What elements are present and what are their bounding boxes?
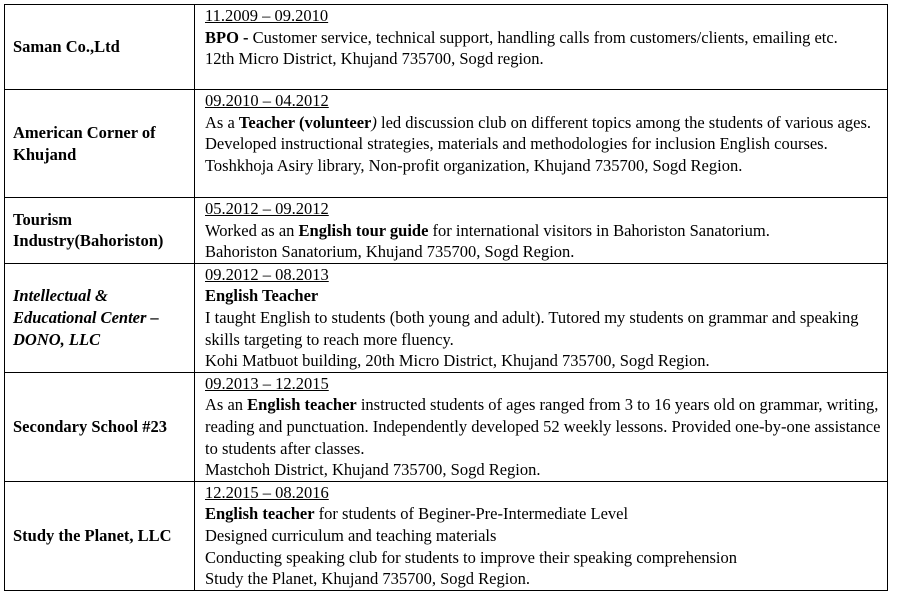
- table-row: [5, 90, 888, 198]
- job-details: [195, 198, 888, 264]
- job-description: [205, 503, 887, 525]
- description-text: Worked as an: [205, 220, 299, 240]
- employment-period: 12.2015 – 08.2016: [205, 482, 329, 502]
- employer-address: Bahoriston Sanatorium, Khujand 735700, Sogd Region.: [205, 242, 575, 262]
- table-row: [5, 5, 888, 90]
- employer-name: Intellectual & Educational Center – DONO, LLC: [5, 263, 195, 372]
- description-text: ): [371, 112, 377, 132]
- job-description: I taught English to students (both young and adult). Tutored my students on grammar and speaking skills targeting to reach more fluency.: [205, 307, 859, 349]
- job-details: [195, 263, 888, 372]
- description-text: As an: [205, 395, 248, 415]
- employer-address: Toshkhoja Asiry library, Non-profit organization, Khujand 735700, Sogd Region.: [205, 155, 743, 175]
- job-description: [205, 112, 887, 155]
- table-row: [5, 481, 888, 590]
- role-title: Teacher (volunteer: [238, 112, 372, 132]
- job-duty: Conducting speaking club for students to improve their speaking comprehension: [205, 547, 738, 567]
- role-title: BPO -: [205, 27, 253, 47]
- role-description: Customer service, technical support, handling calls from customers/clients, emailing etc.: [252, 27, 838, 47]
- role-title: English teacher: [205, 504, 315, 524]
- employer-address: Kohi Matbuot building, 20th Micro District, Khujand 735700, Sogd Region.: [205, 351, 710, 371]
- job-description: [205, 220, 887, 242]
- table-row: [5, 198, 888, 264]
- employer-address: 12th Micro District, Khujand 735700, Sogd region.: [205, 49, 544, 69]
- description-text: for international visitors in Bahoriston Sanatorium.: [428, 220, 770, 240]
- employment-period: 09.2013 – 12.2015: [205, 373, 329, 393]
- employment-period: 09.2012 – 08.2013: [205, 264, 329, 284]
- job-details: [195, 90, 888, 198]
- job-details: [195, 5, 888, 90]
- description-text: As a: [205, 112, 239, 132]
- role-title: English Teacher: [205, 286, 319, 306]
- employer-name: Saman Co.,Ltd: [5, 5, 195, 90]
- role-title: English teacher: [247, 395, 357, 415]
- table-row: [5, 372, 888, 481]
- employment-period: 09.2010 – 04.2012: [205, 91, 329, 110]
- job-description: [205, 27, 887, 49]
- employer-name: American Corner of Khujand: [5, 90, 195, 198]
- description-text: led discussion club on different topics among the students of various ages. Developed instructional strategies, materials and methodologies for inclusion English courses.: [205, 112, 872, 154]
- employer-name: Secondary School #23: [5, 372, 195, 481]
- employment-period: 11.2009 – 09.2010: [205, 6, 329, 25]
- job-duty: Designed curriculum and teaching materials: [205, 525, 497, 545]
- employer-name: Study the Planet, LLC: [5, 481, 195, 590]
- description-text: instructed students of ages ranged from 3 to 16 years old on grammar, writing, reading and punctuation. Independently developed 52 weekly lessons. Provided one-by-one assistance to students after classes.: [205, 395, 881, 458]
- table-row: [5, 263, 888, 372]
- role-title: English tour guide: [298, 220, 429, 240]
- description-text: for students of Beginer-Pre-Intermediate Level: [314, 504, 629, 524]
- job-description: [205, 394, 887, 459]
- employer-address: Study the Planet, Khujand 735700, Sogd Region.: [205, 569, 530, 589]
- employer-address: Mastchoh District, Khujand 735700, Sogd Region.: [205, 460, 541, 480]
- work-experience-table: [4, 4, 888, 591]
- employer-name: Tourism Industry(Bahoriston): [5, 198, 195, 264]
- job-details: [195, 481, 888, 590]
- job-details: [195, 372, 888, 481]
- employment-period: 05.2012 – 09.2012: [205, 199, 329, 218]
